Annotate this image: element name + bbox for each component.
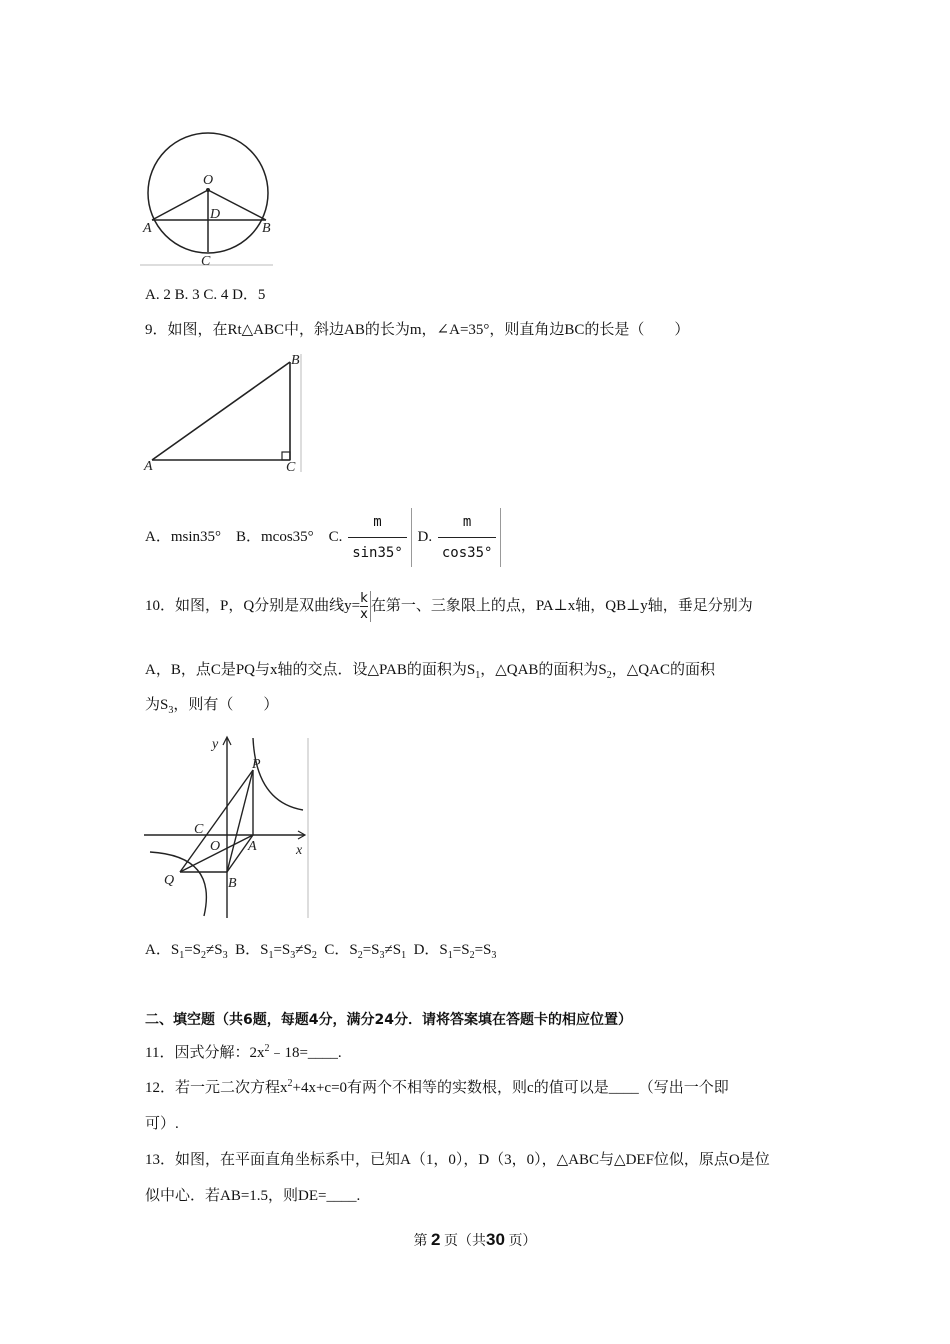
segment-pq — [180, 770, 253, 872]
label-p: P — [252, 757, 261, 772]
sub: 3 — [290, 950, 296, 961]
opt-text: ≠S — [384, 942, 402, 958]
q12-post: +4x+c=0有两个不相等的实数根，则c的值可以是____（写出一个即 — [292, 1080, 729, 1096]
frac-d-num: m — [438, 508, 497, 538]
hyperbola-branch-1 — [253, 738, 303, 810]
label-q: Q — [164, 873, 175, 888]
q10-line3-b: ，则有（ ） — [173, 697, 279, 713]
label-x: x — [296, 843, 303, 858]
label-b: B — [228, 876, 237, 891]
q9-options — [145, 508, 503, 567]
frac-x: x — [360, 607, 368, 623]
q10-hyperbola-figure — [140, 732, 312, 920]
q12-pre: 12．若一元二次方程x — [145, 1080, 288, 1096]
total-pages: 30 — [486, 1230, 505, 1249]
q13-line2: 似中心．若AB=1.5，则DE=____. — [145, 1188, 361, 1204]
sub: 3 — [379, 950, 385, 961]
q10-line3-a: 为S — [145, 697, 169, 713]
q8-options: A. 2 B. 3 C. 4 D．5 — [145, 287, 266, 303]
sub: 3 — [222, 950, 228, 961]
q9-option-d: D. — [417, 528, 433, 545]
q9-triangle-figure — [140, 350, 308, 475]
label-c: C — [286, 460, 296, 475]
opt-text: ≠S — [206, 942, 223, 958]
q10-stem-post: 在第一、三象限上的点，PA⊥x轴，QB⊥y轴，垂足分别为 — [370, 598, 753, 614]
q10-line2-b: ，△QAB的面积为S — [480, 662, 607, 678]
q9-frac-d — [438, 508, 502, 567]
q11-post: ﹣18=____. — [269, 1045, 342, 1061]
opt-text: ≠S — [295, 942, 312, 958]
q10-stem-pre: 10．如图，P，Q分别是双曲线y= — [145, 598, 361, 614]
sub: 1 — [475, 670, 481, 681]
footer-post: 页） — [508, 1234, 537, 1249]
segment-pb — [227, 770, 253, 872]
label-a: A — [143, 221, 152, 236]
label-a: A — [144, 459, 153, 474]
q12-line2: 可）. — [145, 1116, 179, 1132]
q10-line2-c: ，△QAC的面积 — [611, 662, 715, 678]
frac-k: k — [360, 591, 368, 607]
q12-line1 — [145, 1078, 729, 1098]
label-o: O — [203, 173, 214, 188]
sup: 2 — [287, 1078, 293, 1089]
sub: 2 — [606, 670, 612, 681]
label-c: C — [194, 822, 204, 837]
sup: 2 — [264, 1043, 270, 1054]
q10-option-a — [145, 942, 228, 961]
frac-c-den: sin35° — [352, 545, 403, 561]
opt-text: =S — [362, 942, 380, 958]
page-footer — [0, 1230, 950, 1250]
right-angle-mark — [282, 452, 290, 460]
sub: 1 — [179, 950, 185, 961]
sub: 2 — [357, 950, 363, 961]
opt-text: A．S — [145, 942, 180, 958]
q10-stem-line2 — [145, 660, 715, 680]
label-y: y — [212, 737, 219, 752]
q11-pre: 11．因式分解：2x — [145, 1045, 265, 1061]
center-dot — [206, 188, 210, 192]
sub: 1 — [268, 950, 274, 961]
frac-d-den: cos35° — [441, 545, 493, 561]
label-a: A — [248, 839, 257, 854]
label-b: B — [262, 221, 271, 236]
opt-text: =S — [474, 942, 492, 958]
sub: 1 — [401, 950, 407, 961]
side-ab — [152, 362, 290, 460]
q10-stem-line3 — [145, 695, 278, 715]
opt-text: =S — [184, 942, 201, 958]
label-d: D — [210, 207, 221, 222]
q10-option-d — [413, 942, 497, 961]
sub: 2 — [201, 950, 206, 961]
sub: 2 — [311, 950, 317, 961]
radius-oa — [152, 190, 208, 220]
sub: 3 — [168, 705, 174, 716]
sub: 1 — [447, 950, 453, 961]
frac-c-num: m — [348, 508, 407, 538]
q9-stem: 9．如图，在Rt△ABC中，斜边AB的长为m，∠A=35°，则直角边BC的长是（ ） — [145, 322, 690, 338]
sub: 2 — [469, 950, 475, 961]
opt-text: C．S — [324, 942, 358, 958]
q10-option-b — [235, 942, 317, 961]
label-c: C — [201, 254, 211, 269]
q10-line2-a: A，B，点C是PQ与x轴的交点．设△PAB的面积为S — [145, 662, 476, 678]
footer-pre: 第 — [413, 1234, 428, 1249]
opt-text: B．S — [235, 942, 269, 958]
q10-frac-kx — [360, 591, 371, 622]
section-heading: 二、填空题（共6题，每题4分，满分24分．请将答案填在答题卡的相应位置） — [145, 1012, 632, 1028]
q10-options — [145, 940, 496, 960]
q10-stem-line1 — [145, 590, 753, 622]
footer-mid: 页（共 — [444, 1234, 487, 1249]
q13-line1: 13．如图，在平面直角坐标系中，已知A（1，0），D（3，0），△ABC与△DEF位似，原点O是位 — [145, 1152, 770, 1168]
page-number: 2 — [431, 1230, 441, 1249]
label-b: B — [291, 353, 300, 368]
q9-options-ab: A．msin35° B．mcos35° C. — [145, 528, 343, 545]
hyperbola-branch-2 — [150, 852, 206, 916]
q8-circle-figure — [140, 128, 280, 270]
opt-text: =S — [273, 942, 291, 958]
q11 — [145, 1043, 342, 1063]
label-o: O — [210, 839, 221, 854]
sub: 3 — [491, 950, 497, 961]
q9-frac-c — [348, 508, 412, 567]
opt-text: =S — [452, 942, 470, 958]
opt-text: D．S — [413, 942, 448, 958]
q10-option-c — [324, 942, 407, 961]
